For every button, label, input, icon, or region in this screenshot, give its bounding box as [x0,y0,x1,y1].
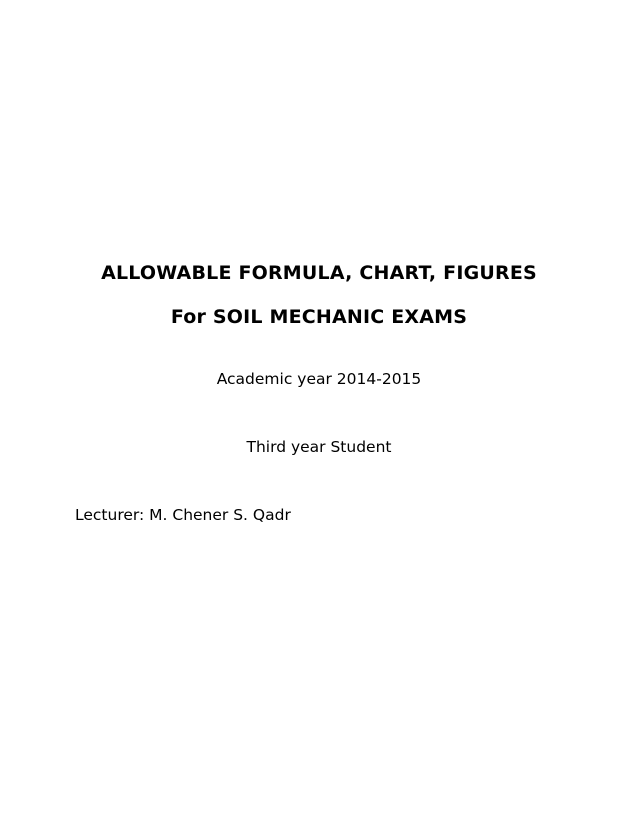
title-line-2: For SOIL MECHANIC EXAMS [170,306,468,328]
lecturer-line: Lecturer: M. Chener S. Qadr [75,506,291,524]
academic-year: Academic year 2014-2015 [216,370,422,388]
title-line-1: ALLOWABLE FORMULA, CHART, FIGURES [101,262,537,284]
student-level: Third year Student [246,438,392,456]
